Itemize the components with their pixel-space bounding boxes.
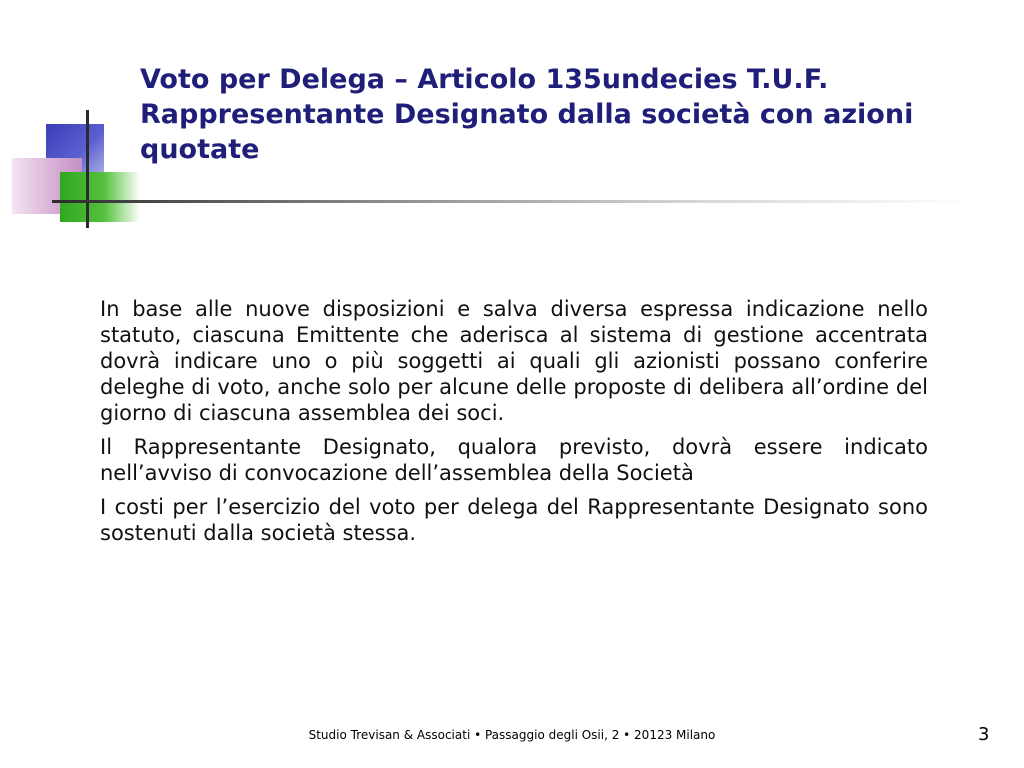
footer-text: Studio Trevisan & Associati • Passaggio degli Osii, 2 • 20123 Milano [308, 728, 716, 742]
body-paragraph-1: In base alle nuove disposizioni e salva diversa espressa indicazione nello statuto, ciascuna Emittente che aderisca al sistema di gestione accentrata dovrà indicare uno o più soggetti ai quali gli azionisti possano conferire deleghe di voto, anche solo per alcune delle proposte di delibera all’ordine del giorno di ciascuna assemblea dei soci. [100, 297, 928, 425]
decorative-vertical-line [86, 110, 89, 228]
decorative-green-square [60, 172, 140, 222]
title-line-1: Voto per Delega – Articolo 135undecies T.U.F. [140, 64, 829, 95]
footer [0, 728, 1024, 742]
page-number: 3 [978, 724, 990, 745]
title-line-3: quotate [140, 134, 260, 165]
body-paragraph-2: Il Rappresentante Designato, qualora previsto, dovrà essere indicato nell’avviso di convocazione dell’assemblea della Società [100, 435, 928, 485]
slide-title [140, 62, 960, 167]
title-line-2: Rappresentante Designato dalla società con azioni [140, 99, 914, 130]
title-divider-line [52, 200, 972, 203]
slide-body [100, 296, 928, 554]
body-paragraph-3: I costi per l’esercizio del voto per delega del Rappresentante Designato sono sostenuti dalla società stessa. [100, 495, 928, 545]
